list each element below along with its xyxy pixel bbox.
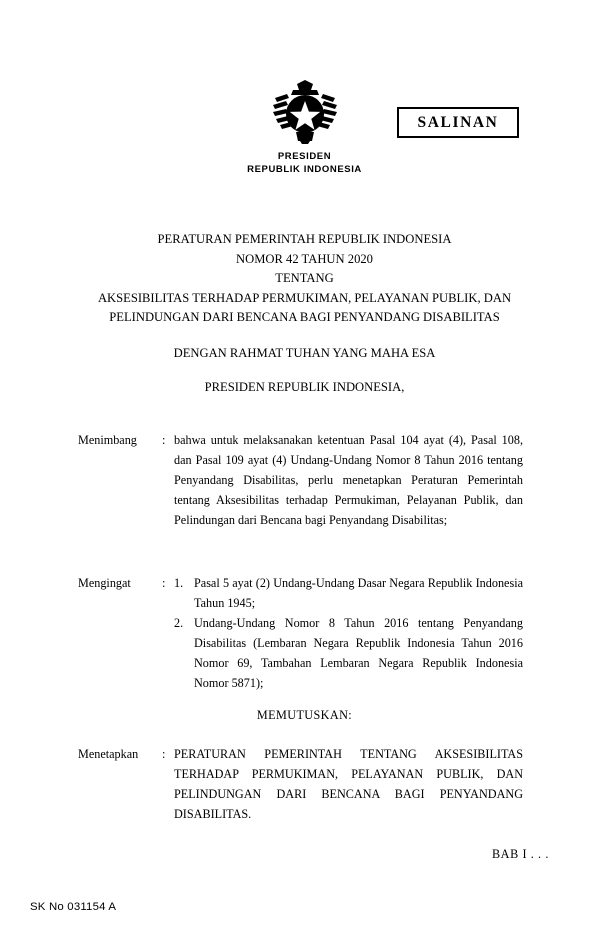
emblem-caption-line1: PRESIDEN bbox=[277, 151, 332, 162]
clause-mengingat-body bbox=[174, 573, 523, 693]
clause-menetapkan-colon: : bbox=[162, 747, 166, 761]
clause-menimbang-body bbox=[174, 430, 523, 530]
clause-mengingat bbox=[78, 573, 523, 693]
clause-menetapkan bbox=[78, 744, 523, 824]
clause-menimbang-colon: : bbox=[162, 433, 166, 447]
clause-menetapkan-label: Menetapkan bbox=[78, 747, 139, 761]
list-item bbox=[174, 613, 523, 693]
continuation-marker: BAB I . . . bbox=[491, 847, 549, 861]
mengingat-list bbox=[174, 573, 523, 693]
garuda-star-emblem-icon bbox=[267, 78, 343, 144]
page-title bbox=[60, 230, 549, 328]
clause-menimbang-label: Menimbang bbox=[78, 433, 137, 447]
salinan-stamp bbox=[397, 107, 519, 138]
clause-mengingat-label: Mengingat bbox=[78, 576, 131, 590]
salinan-stamp-label: SALINAN bbox=[417, 113, 499, 131]
clause-menimbang-text: bahwa untuk melaksanakan ketentuan Pasal 104 ayat (4), Pasal 108, dan Pasal 109 ayat (4) Undang-Undang Nomor 8 Tahun 2016 tentang Penyandang Disabilitas, perlu menetapkan Peraturan Pemerintah tentang Aksesibilitas terhadap Permukiman, Pelayanan Publik, dan Pelindungan dari Bencana bagi Penyandang Disabilitas; bbox=[174, 433, 523, 527]
memutuskan-heading: MEMUTUSKAN: bbox=[256, 708, 353, 722]
title-line-4: AKSESIBILITAS TERHADAP PERMUKIMAN, PELAYANAN PUBLIK, DAN bbox=[97, 290, 512, 305]
title-line-5: PELINDUNGAN DARI BENCANA BAGI PENYANDANG DISABILITAS bbox=[109, 310, 500, 324]
footer-document-code: SK No 031154 A bbox=[30, 901, 117, 913]
list-item-number: 2. bbox=[174, 616, 184, 630]
list-item-text: Pasal 5 ayat (2) Undang-Undang Dasar Negara Republik Indonesia Tahun 1945; bbox=[194, 576, 523, 610]
emblem-caption bbox=[0, 150, 609, 176]
emblem-caption-line2: REPUBLIK INDONESIA bbox=[247, 164, 362, 175]
clause-menimbang bbox=[78, 430, 523, 530]
mandate-text: DENGAN RAHMAT TUHAN YANG MAHA ESA bbox=[173, 346, 436, 360]
title-line-3: TENTANG bbox=[275, 271, 334, 285]
clause-mengingat-colon: : bbox=[162, 576, 166, 590]
title-line-1: PERATURAN PEMERINTAH REPUBLIK INDONESIA bbox=[157, 232, 452, 246]
list-item-number: 1. bbox=[174, 576, 184, 590]
president-label: PRESIDEN REPUBLIK INDONESIA, bbox=[204, 380, 405, 394]
title-line-2: NOMOR 42 TAHUN 2020 bbox=[236, 251, 373, 266]
clause-menetapkan-text: PERATURAN PEMERINTAH TENTANG AKSESIBILITAS TERHADAP PERMUKIMAN, PELAYANAN PUBLIK, DAN PELINDUNGAN DARI BENCANA BAGI PENYANDANG DISABILITAS. bbox=[174, 747, 523, 821]
clause-menetapkan-body bbox=[174, 744, 523, 824]
list-item-text: Undang-Undang Nomor 8 Tahun 2016 tentang Penyandang Disabilitas (Lembaran Negara Republik Indonesia Tahun 2016 Nomor 69, Tambahan Lembaran Negara Republik Indonesia Nomor 5871); bbox=[194, 616, 523, 690]
list-item bbox=[174, 573, 523, 613]
